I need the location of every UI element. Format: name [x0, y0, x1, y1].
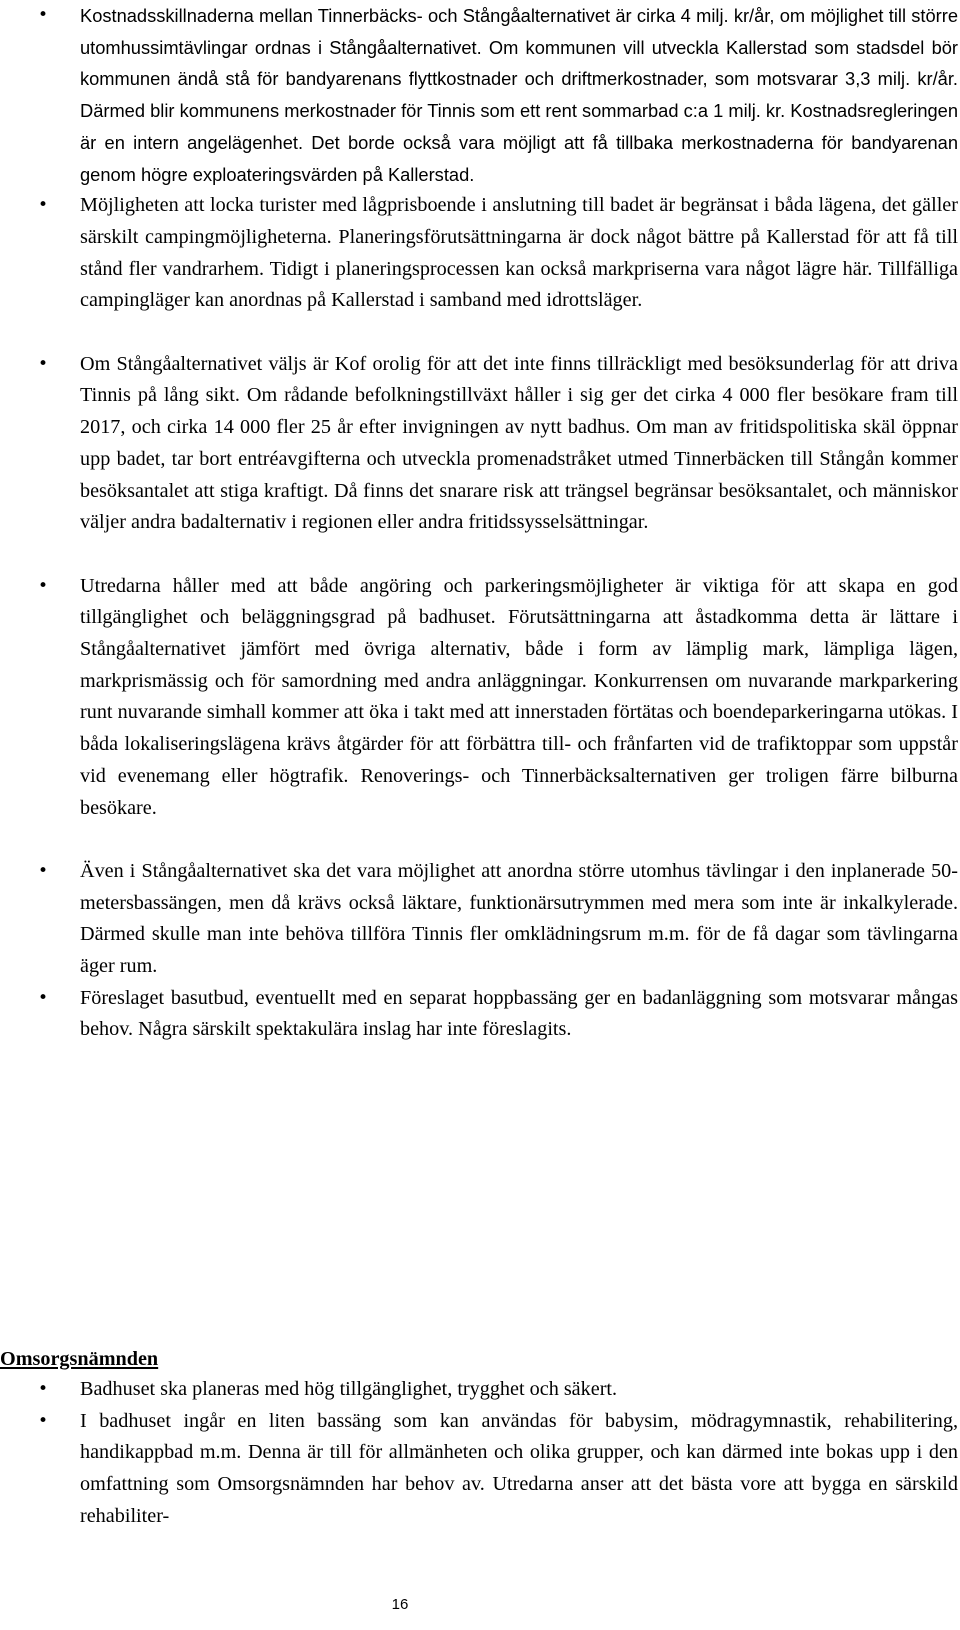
bullet-icon: • — [38, 575, 49, 596]
list-item — [0, 190, 958, 317]
spacer — [0, 317, 958, 349]
bullet-icon: • — [38, 1379, 49, 1399]
list-item — [0, 1374, 958, 1406]
list-item — [0, 571, 958, 825]
list-item — [0, 856, 958, 983]
section-heading: Omsorgsnämnden — [0, 1348, 159, 1370]
list-item — [0, 0, 958, 190]
bullet-text: Kostnadsskillnaderna mellan Tinnerbäcks- och Stångåalternativet är cirka 4 milj. kr/år, om möjlighet till större utomhussimtävlingar ordnas i Stångåalternativet. Om kommunen vill utveckla Kallerstad som stadsdel bör kommunen ändå stå för bandyarenans flyttkostnader och driftmerkostnader, som motsvarar 3,3 milj. kr/år. Därmed blir kommunens merkostnader för Tinnis som ett rent sommarbad c:a 1 milj. kr. Kostnadsregleringen är en intern angelägenhet. Det borde också vara möjligt att få tillbaka merkostnaderna för bandyarenan genom högre exploateringsvärden på Kallerstad. — [80, 5, 958, 185]
list-item — [0, 983, 958, 1046]
bullet-icon: • — [38, 987, 49, 1008]
bullet-text: Badhuset ska planeras med hög tillgänglighet, trygghet och säkert. — [80, 1378, 618, 1400]
page-number: 16 — [391, 1596, 409, 1613]
bullet-text: Möjligheten att locka turister med lågprisboende i anslutning till badet är begränsat i båda lägena, det gäller särskilt campingmöjligheterna. Planeringsförutsättningarna är dock något bättre på Kallerstad för att få till stånd fler vandrarhem. Tidigt i planeringsprocessen kan också markpriserna vara något lägre här. Tillfälliga campingläger kan anordnas på Kallerstad i samband med idrottsläger. — [80, 194, 958, 312]
bullet-list-section-2 — [0, 1374, 958, 1533]
bullet-text: Utredarna håller med att både angöring och parkeringsmöjligheter är viktiga för att skapa en god tillgänglighet och beläggningsgrad på badhuset. Förutsättningarna att åstadkomma detta är lättare i Stångåalternativet jämfört med övriga alternativ, både i form av lämplig mark, lämpliga lägen, markprismässig och för samordning med andra anläggningar. Konkurrensen om nuvarande markparkering runt nuvarande simhall kommer att öka i takt med att innerstaden förtätas och boendeparkeringarna utökas. I båda lokaliseringslägena krävs åtgärder för att förbättra till- och frånfarten vid de trafiktoppar som uppstår vid evenemang eller högtrafik. Renoverings- och Tinnerbäcksalternativen ger troligen färre bilburna besökare. — [80, 574, 958, 819]
bullet-icon: • — [38, 195, 49, 216]
bullet-text: Om Stångåalternativet väljs är Kof orolig för att det inte finns tillräckligt med besöksunderlag för att driva Tinnis på lång sikt. Om rådande befolkningstillväxt håller i sig ger det cirka 4 000 fler besökare fram till 2017, och cirka 14 000 fler 25 år efter invigningen av nytt badhus. Om man av fritidspolitiska skäl öppnar upp badet, tar bort entréavgifterna och utveckla promenadstråket utmed Tinnerbäcken till Stångån kommer besöksantalet att stiga kraftigt. Då finns det snarare risk att trängsel begränsar besöksantalet, och människor väljer andra badalternativ i regionen eller andra fritidssysselsättningar. — [80, 352, 958, 534]
bullet-text: I badhuset ingår en liten bassäng som kan användas för babysim, mödragymnastik, rehabilitering, handikappbad m.m. Denna är till för allmänheten och olika grupper, och kan därmed inte bokas upp i den omfattning som Omsorgsnämnden har behov av. Utredarna anser att det bästa vore att bygga en särskild rehabiliter- — [80, 1409, 958, 1527]
bullet-text: Föreslaget basutbud, eventuellt med en separat hoppbassäng ger en badanläggning som motsvarar mångas behov. Några särskilt spektakulära inslag har inte föreslagits. — [80, 986, 958, 1041]
bullet-text: Även i Stångåalternativet ska det vara möjlighet att anordna större utomhus tävlingar i den inplanerade 50-metersbassängen, men då krävs också läktare, funktionärsutrymmen med mera som inte är inkalkylerade. Därmed skulle man inte behöva tillföra Tinnis fler omklädningsrum m.m. för de få dagar som tävlingarna äger rum. — [80, 859, 958, 978]
bullet-icon: • — [38, 353, 49, 374]
bullet-icon: • — [38, 5, 49, 25]
list-item — [0, 349, 958, 539]
bullet-icon: • — [38, 1410, 49, 1431]
bullet-icon: • — [38, 860, 49, 881]
list-item — [0, 1406, 958, 1533]
spacer — [0, 824, 958, 856]
spacer — [0, 539, 958, 571]
